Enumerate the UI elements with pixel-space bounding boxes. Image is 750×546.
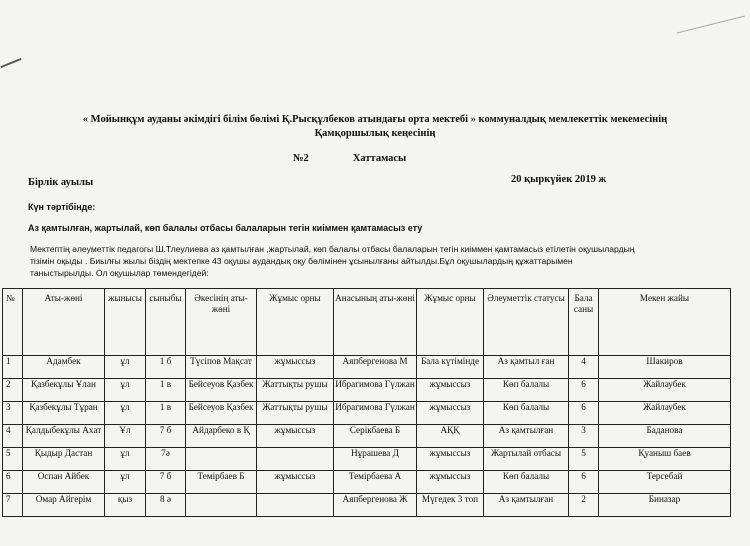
cell-number: 5 bbox=[3, 448, 23, 471]
cell-name: Қыдыр Дастан bbox=[23, 448, 105, 471]
agenda-item: Аз қамтылған, жартылай, көп балалы отбасы балаларын тегін киіммен қамтамасыз ету bbox=[28, 223, 423, 233]
cell-mother: Аяпбергенова Ж bbox=[334, 494, 417, 517]
header-number: № bbox=[3, 289, 23, 356]
cell-mother: Аяпбергенова М bbox=[334, 356, 417, 379]
cell-children: 3 bbox=[569, 425, 599, 448]
protocol-date: 20 қыркүйек 2019 ж bbox=[511, 174, 607, 185]
scan-mark bbox=[677, 16, 745, 34]
cell-father-work: Жаттықты рушы bbox=[257, 379, 334, 402]
cell-class: 1 в bbox=[146, 402, 186, 425]
cell-status: Аз қамтыл ған bbox=[484, 356, 569, 379]
cell-gender: ұл bbox=[105, 379, 146, 402]
table-row bbox=[3, 494, 731, 517]
cell-father-work: Жаттықты рушы bbox=[257, 402, 334, 425]
cell-gender: ұл bbox=[105, 356, 146, 379]
cell-father bbox=[186, 448, 257, 471]
body-line: таныстырылды. Ол оқушылар төмендегідей: bbox=[30, 268, 209, 278]
cell-gender: ұл bbox=[105, 471, 146, 494]
cell-mother-work: жұмыссыз bbox=[417, 448, 484, 471]
protocol-number-line bbox=[293, 153, 406, 164]
cell-father bbox=[186, 494, 257, 517]
punch-mark bbox=[0, 58, 21, 68]
cell-class: 8 ә bbox=[146, 494, 186, 517]
cell-father-work bbox=[257, 494, 334, 517]
protocol-number: №2 bbox=[293, 153, 309, 164]
cell-mother: Темірбаева А bbox=[334, 471, 417, 494]
cell-father-work: жұмыссыз bbox=[257, 471, 334, 494]
cell-mother: Ибрагимова Гүлжан bbox=[334, 379, 417, 402]
protocol-type: Хаттамасы bbox=[352, 153, 407, 164]
cell-class: 7 б bbox=[146, 425, 186, 448]
cell-address: Биназар bbox=[599, 494, 731, 517]
cell-address: Терсебай bbox=[599, 471, 731, 494]
header-class: сыныбы bbox=[146, 289, 186, 356]
cell-mother-work: Мүгедек 3 топ bbox=[417, 494, 484, 517]
cell-children: 2 bbox=[569, 494, 599, 517]
cell-name: Омар Айгерім bbox=[23, 494, 105, 517]
cell-status: Көп балалы bbox=[484, 471, 569, 494]
cell-address: Баданова bbox=[599, 425, 731, 448]
council-title: Қамқоршылық кеңесінің bbox=[314, 128, 436, 139]
cell-address: Жайлаубек bbox=[599, 402, 731, 425]
cell-class: 1 б bbox=[146, 356, 186, 379]
table-row bbox=[3, 448, 731, 471]
cell-status: Аз қамтылған bbox=[484, 425, 569, 448]
cell-name: Оспан Айбек bbox=[23, 471, 105, 494]
cell-mother: Нұрашева Д bbox=[334, 448, 417, 471]
cell-name: Қалдыбекұлы Ахат bbox=[23, 425, 105, 448]
cell-father: Бейсеуов Қазбек bbox=[186, 379, 257, 402]
cell-name: Қазбекұлы Ұлан bbox=[23, 379, 105, 402]
cell-children: 5 bbox=[569, 448, 599, 471]
body-line: Мектептің әлеуметтік педагогы Ш.Тлеулиева аз қамтылған ,жартылай, көп балалы отбасы балаларын тегін киіммен қамтамасыз етілетін оқушылардың bbox=[30, 244, 635, 254]
cell-number: 3 bbox=[3, 402, 23, 425]
body-paragraph bbox=[30, 243, 690, 279]
cell-gender: Ұл bbox=[105, 425, 146, 448]
body-line: тізімін оқыды . Биылғы жылы біздің мектепке 43 оқушы аудандық оқу бөлімінен ұсынылғаны айтылды.Бұл оқушылардың құжаттарымен bbox=[30, 256, 573, 266]
cell-mother-work: жұмыссыз bbox=[417, 471, 484, 494]
table-row bbox=[3, 402, 731, 425]
header-children: Бала саны bbox=[569, 289, 599, 356]
cell-name: Қазбекұлы Тұран bbox=[23, 402, 105, 425]
cell-father: Айдарбеко в Қ bbox=[186, 425, 257, 448]
header-address: Мекен жайы bbox=[599, 289, 731, 356]
org-title: « Мойынқұм ауданы әкімдігі білім бөлімі Қ.Рысқұлбеков атындағы орта мектебі » коммуналдық мемлекеттік мекемесінің bbox=[82, 114, 668, 125]
cell-number: 6 bbox=[3, 471, 23, 494]
table-row bbox=[3, 356, 731, 379]
cell-status: Көп балалы bbox=[484, 379, 569, 402]
agenda-heading: Күн тәртібінде: bbox=[28, 202, 96, 212]
table-row bbox=[3, 425, 731, 448]
cell-status: Аз қамтылған bbox=[484, 494, 569, 517]
cell-number: 2 bbox=[3, 379, 23, 402]
cell-class: 1 в bbox=[146, 379, 186, 402]
cell-mother-work: жұмыссыз bbox=[417, 402, 484, 425]
village-name: Бірлік ауылы bbox=[28, 177, 94, 188]
cell-gender: ұл bbox=[105, 448, 146, 471]
cell-address: Жайлаубек bbox=[599, 379, 731, 402]
cell-status: Көп балалы bbox=[484, 402, 569, 425]
cell-children: 6 bbox=[569, 402, 599, 425]
header-name: Аты-жөні bbox=[23, 289, 105, 356]
header-mother-work: Жұмыс орны bbox=[417, 289, 484, 356]
cell-mother-work: жұмыссыз bbox=[417, 379, 484, 402]
cell-mother-work: Бала күтімінде bbox=[417, 356, 484, 379]
cell-father-work: жұмыссыз bbox=[257, 356, 334, 379]
cell-gender: ұл bbox=[105, 402, 146, 425]
cell-address: Қуаныш баев bbox=[599, 448, 731, 471]
header-gender: жынысы bbox=[105, 289, 146, 356]
header-father-work: Жұмыс орны bbox=[257, 289, 334, 356]
cell-mother: Серікбаева Б bbox=[334, 425, 417, 448]
cell-children: 6 bbox=[569, 471, 599, 494]
students-table bbox=[2, 288, 731, 517]
table-row bbox=[3, 379, 731, 402]
cell-address: Шакиров bbox=[599, 356, 731, 379]
cell-children: 4 bbox=[569, 356, 599, 379]
table-row bbox=[3, 471, 731, 494]
cell-children: 6 bbox=[569, 379, 599, 402]
cell-father: Бейсеуов Қазбек bbox=[186, 402, 257, 425]
header-mother: Анасының аты-жөні bbox=[334, 289, 417, 356]
cell-gender: қыз bbox=[105, 494, 146, 517]
cell-mother-work: АҚҚ bbox=[417, 425, 484, 448]
cell-class: 7ә bbox=[146, 448, 186, 471]
cell-father: Түсіпов Мақсат bbox=[186, 356, 257, 379]
cell-status: Жартылай отбасы bbox=[484, 448, 569, 471]
cell-father-work bbox=[257, 448, 334, 471]
cell-class: 7 б bbox=[146, 471, 186, 494]
cell-name: Адамбек bbox=[23, 356, 105, 379]
cell-father-work: жұмыссыз bbox=[257, 425, 334, 448]
cell-number: 1 bbox=[3, 356, 23, 379]
cell-number: 7 bbox=[3, 494, 23, 517]
table-header-row bbox=[3, 289, 731, 356]
cell-mother: Ибрагимова Гүлжан bbox=[334, 402, 417, 425]
cell-number: 4 bbox=[3, 425, 23, 448]
header-father: Әкесінің аты-жөні bbox=[186, 289, 257, 356]
cell-father: Темірбаев Б bbox=[186, 471, 257, 494]
header-status: Әлеуметтік статусы bbox=[484, 289, 569, 356]
